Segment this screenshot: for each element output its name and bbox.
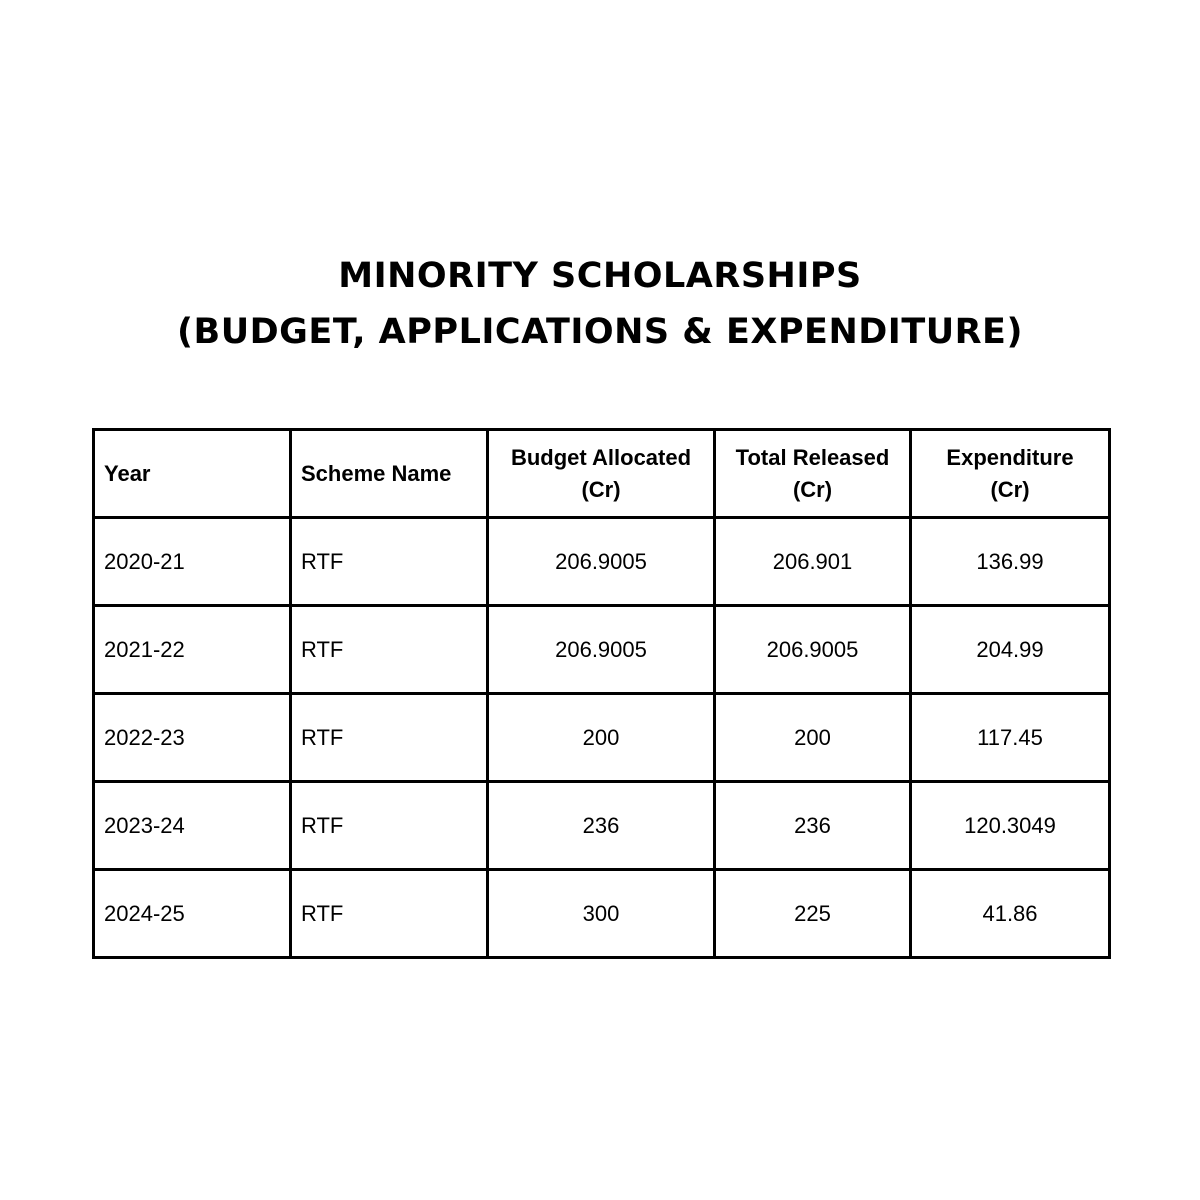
header-year: Year	[94, 430, 291, 518]
table-row	[94, 782, 1110, 870]
cell-expenditure: 41.86	[911, 870, 1110, 958]
cell-expenditure: 136.99	[911, 518, 1110, 606]
cell-total-released: 200	[715, 694, 911, 782]
cell-scheme-name: RTF	[291, 694, 488, 782]
scholarship-table	[92, 428, 1111, 959]
table-row	[94, 870, 1110, 958]
title-line-2: (BUDGET, APPLICATIONS & EXPENDITURE)	[177, 312, 1023, 352]
table-header-row	[94, 430, 1110, 518]
cell-scheme-name: RTF	[291, 782, 488, 870]
cell-expenditure: 204.99	[911, 606, 1110, 694]
cell-total-released: 206.9005	[715, 606, 911, 694]
cell-budget-allocated: 300	[488, 870, 715, 958]
cell-year: 2023-24	[94, 782, 291, 870]
cell-scheme-name: RTF	[291, 606, 488, 694]
header-scheme-name: Scheme Name	[291, 430, 488, 518]
cell-expenditure: 117.45	[911, 694, 1110, 782]
header-budget-allocated: Budget Allocated (Cr)	[488, 430, 715, 518]
cell-year: 2022-23	[94, 694, 291, 782]
cell-budget-allocated: 236	[488, 782, 715, 870]
cell-budget-allocated: 206.9005	[488, 518, 715, 606]
table-row	[94, 694, 1110, 782]
cell-year: 2021-22	[94, 606, 291, 694]
cell-budget-allocated: 206.9005	[488, 606, 715, 694]
cell-total-released: 225	[715, 870, 911, 958]
table-row	[94, 518, 1110, 606]
cell-scheme-name: RTF	[291, 518, 488, 606]
cell-total-released: 236	[715, 782, 911, 870]
cell-expenditure: 120.3049	[911, 782, 1110, 870]
header-expenditure: Expenditure (Cr)	[911, 430, 1110, 518]
cell-year: 2020-21	[94, 518, 291, 606]
title-line-1: MINORITY SCHOLARSHIPS	[338, 256, 862, 296]
cell-budget-allocated: 200	[488, 694, 715, 782]
page-title	[0, 248, 1200, 360]
header-total-released: Total Released (Cr)	[715, 430, 911, 518]
cell-year: 2024-25	[94, 870, 291, 958]
table-row	[94, 606, 1110, 694]
cell-total-released: 206.901	[715, 518, 911, 606]
cell-scheme-name: RTF	[291, 870, 488, 958]
